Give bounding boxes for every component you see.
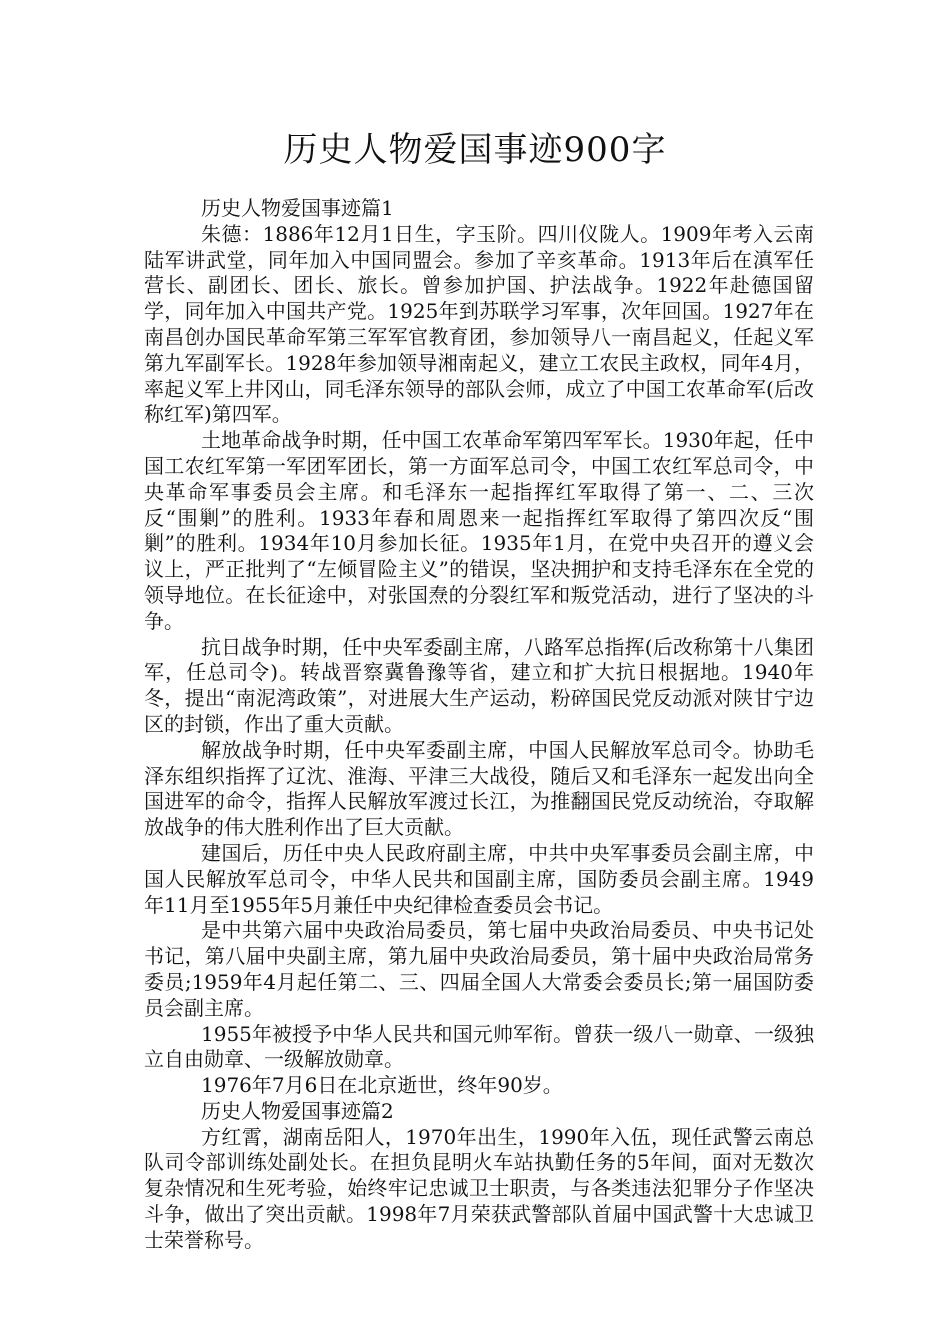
- document-body: [144, 196, 814, 1254]
- paragraph: 1955年被授予中华人民共和国元帅军衔。曾获一级八一勋章、一级独立自由勋章、一级解放勋章。: [144, 1021, 814, 1072]
- paragraph: 1976年7月6日在北京逝世，终年90岁。: [201, 1073, 563, 1098]
- paragraph: 是中共第六届中央政治局委员，第七届中央政治局委员、中央书记处书记，第八届中央副主席，第九届中央政治局委员，第十届中央政治局常务委员;1959年4月起任第二、三、四届全国人大常委会委员长;第一届国防委员会副主席。: [144, 918, 814, 1020]
- paragraph: 抗日战争时期，任中央军委副主席，八路军总指挥(后改称第十八集团军，任总司令)。转战晋察冀鲁豫等省，建立和扩大抗日根据地。1940年冬，提出“南泥湾政策”，对进展大生产运动，粉碎国民党反动派对陕甘宁边区的封锁，作出了重大贡献。: [144, 634, 814, 736]
- section-heading: 历史人物爱国事迹篇2: [201, 1098, 394, 1123]
- section-heading: 历史人物爱国事迹篇1: [201, 196, 394, 220]
- paragraph: 方红霄，湖南岳阳人，1970年出生，1990年入伍，现任武警云南总队司令部训练处副处长。在担负昆明火车站执勤任务的5年间，面对无数次复杂情况和生死考验，始终牢记忠诚卫士职责，与各类违法犯罪分子作坚决斗争，做出了突出贡献。1998年7月荣获武警部队首届中国武警十大忠诚卫士荣誉称号。: [144, 1124, 814, 1252]
- document-title: 历史人物爱国事迹900字: [283, 130, 667, 170]
- paragraph: 解放战争时期，任中央军委副主席，中国人民解放军总司令。协助毛泽东组织指挥了辽沈、淮海、平津三大战役，随后又和毛泽东一起发出向全国进军的命令，指挥人民解放军渡过长江，为推翻国民党反动统治，夺取解放战争的伟大胜利作出了巨大贡献。: [144, 737, 814, 840]
- paragraph: 建国后，历任中央人民政府副主席，中共中央军事委员会副主席，中国人民解放军总司令，中华人民共和国副主席，国防委员会副主席。1949年11月至1955年5月兼任中央纪律检查委员会书记。: [144, 840, 814, 917]
- paragraph: 朱德：1886年12月1日生，字玉阶。四川仪陇人。1909年考入云南陆军讲武堂，同年加入中国同盟会。参加了辛亥革命。1913年后在滇军任营长、副团长、团长、旅长。曾参加护国、护法战争。1922年赴德国留学，同年加入中国共产党。1925年到苏联学习军事，次年回国。1927年在南昌创办国民革命军第三军军官教育团，参加领导八一南昌起义，任起义军第九军副军长。1928年参加领导湘南起义，建立工农民主政权，同年4月，率起义军上井冈山，同毛泽东领导的部队会师，成立了中国工农革命军(后改称红军)第四军。: [144, 221, 814, 427]
- paragraph: 土地革命战争时期，任中国工农革命军第四军军长。1930年起，任中国工农红军第一军团军团长，第一方面军总司令，中国工农红军总司令，中央革命军事委员会主席。和毛泽东一起指挥红军取得了第一、二、三次反“围剿”的胜利。1933年春和周恩来一起指挥红军取得了第四次反“围剿”的胜利。1934年10月参加长征。1935年1月，在党中央召开的遵义会议上，严正批判了“左倾冒险主义”的错误，坚决拥护和支持毛泽东在全党的领导地位。在长征途中，对张国焘的分裂红军和叛党活动，进行了坚决的斗争。: [144, 428, 814, 633]
